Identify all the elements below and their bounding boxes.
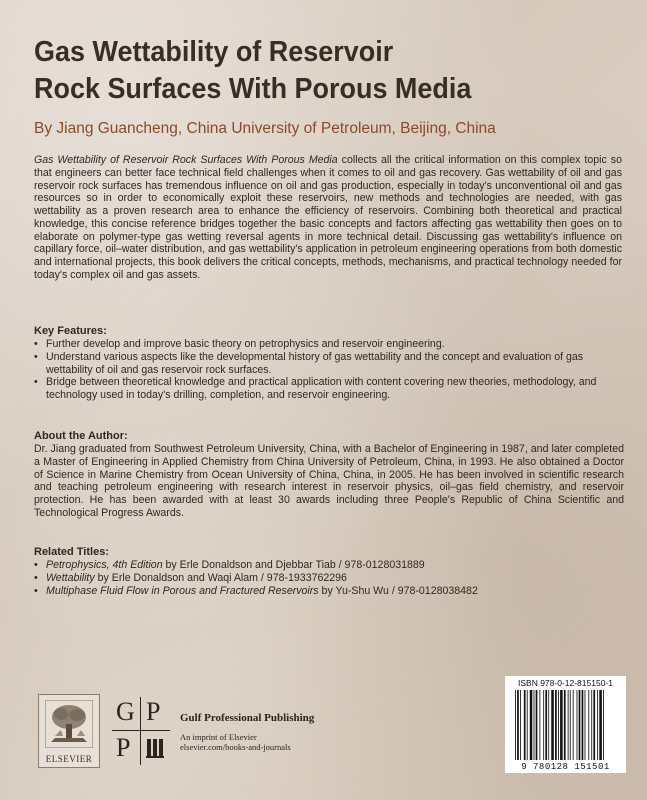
isbn-barcode-digits: 9 780128 151501	[521, 762, 610, 772]
publisher-url: elsevier.com/books-and-journals	[180, 742, 291, 752]
related-titles-list	[34, 559, 624, 597]
key-features-list	[34, 338, 624, 402]
book-title	[34, 34, 583, 108]
barcode	[513, 690, 621, 760]
author-byline: By Jiang Guancheng, China University of Petroleum, Beijing, China	[34, 120, 496, 137]
related-titles-heading: Related Titles:	[34, 546, 109, 558]
key-feature-item: • Understand various aspects like the developmental history of gas wettability and the concept and evaluation of gas wettability of oil and gas reservoir rock surfaces.	[34, 351, 624, 377]
publisher-info	[180, 712, 410, 752]
title-line-1: Gas Wettability of Reservoir	[34, 36, 394, 68]
gpp-logo	[112, 697, 170, 765]
related-title-name: Multiphase Fluid Flow in Porous and Fractured Reservoirs	[46, 584, 319, 597]
about-author-heading: About the Author:	[34, 430, 128, 442]
related-title-details: by Erle Donaldson and Djebbar Tiab / 978-0128031889	[162, 559, 425, 571]
elsevier-wordmark: ELSEVIER	[45, 754, 93, 764]
related-title-name: Wettability	[46, 571, 95, 584]
isbn-label: ISBN 978-0-12-815150-1	[518, 678, 613, 688]
gpp-letter-p: P	[116, 733, 131, 762]
gpp-letter-p: P	[146, 697, 161, 726]
gpp-logo-divider	[140, 697, 141, 765]
key-features-heading: Key Features:	[34, 325, 107, 337]
related-title-item	[34, 559, 624, 572]
related-title-details: by Yu-Shu Wu / 978-0128038482	[318, 584, 478, 597]
key-feature-item: • Further develop and improve basic theory on petrophysics and reservoir engineering.	[34, 338, 624, 351]
isbn-barcode-box	[505, 676, 626, 773]
related-title-name: Petrophysics, 4th Edition	[46, 559, 163, 571]
about-author-text: Dr. Jiang graduated from Southwest Petroleum University, China, with a Bachelor of Engineering in 1987, and later completed a Master of Engineering in Applied Chemistry from China University of Petroleum, China, in 1993. He also obtained a Doctor of Science in Marine Chemistry from Ocean University of China, China, in 2005. He has been involved in scientific research and teaching petroleum engineering with research interest in reservoir physics, oil–gas field chemistry, and reservoir protection. He has been awarded with at least 30 awards including three People's Republic of China Scientific and Technological Progress Awards.	[34, 443, 624, 519]
elsevier-tree-icon	[45, 700, 93, 748]
title-line-2: Rock Surfaces With Porous Media	[34, 73, 472, 105]
gpp-logo-divider	[112, 730, 170, 731]
related-title-details: by Erle Donaldson and Waqi Alam / 978-1933762296	[94, 571, 347, 584]
key-features-section	[34, 325, 624, 402]
description-text: collects all the critical information on this complex topic so that engineers can better face technical field challenges when it comes to oil and gas recovery. Gas wettability of oil and gas reservoir rock surfaces has tremendous influence on oil and gas production, especially in today's unconventional oil and gas resources so in order to economically exploit these reservoirs, new methods and technologies are needed, with gas wettability as a proven research area to enhance the efficiency of reservoirs. Combining both theoretical and practical knowledge, this concise reference bridges together the basic concepts and factors affecting gas wettability then goes on to elaborate on polymer-type gas wetting reversal agents in more technical detail. Discussing gas wettability's influence on capillary force, oil–water distribution, and gas wettability's application in petroleum engineering operations from both domestic and international projects, this book delivers the critical concepts, methods, mechanisms, and practical technology needed for today's complex oil and gas assets.	[34, 154, 622, 281]
elsevier-logo	[38, 694, 100, 768]
gpp-letter-g: G	[116, 697, 135, 726]
related-title-item	[34, 572, 624, 585]
gpp-book-icon	[146, 737, 166, 759]
book-description	[34, 154, 622, 282]
description-title-italic: Gas Wettability of Reservoir Rock Surfaces With Porous Media	[34, 154, 338, 166]
key-feature-item: • Bridge between theoretical knowledge and practical application with content covering new theories, methodology, and technology used in today's drilling, completion, and reservoir engineering.	[34, 376, 624, 402]
about-author-section	[34, 430, 624, 520]
publisher-imprint: An imprint of Elsevier	[180, 732, 257, 742]
related-title-item	[34, 585, 624, 598]
related-titles-section	[34, 546, 624, 597]
publisher-name: Gulf Professional Publishing	[180, 712, 315, 724]
